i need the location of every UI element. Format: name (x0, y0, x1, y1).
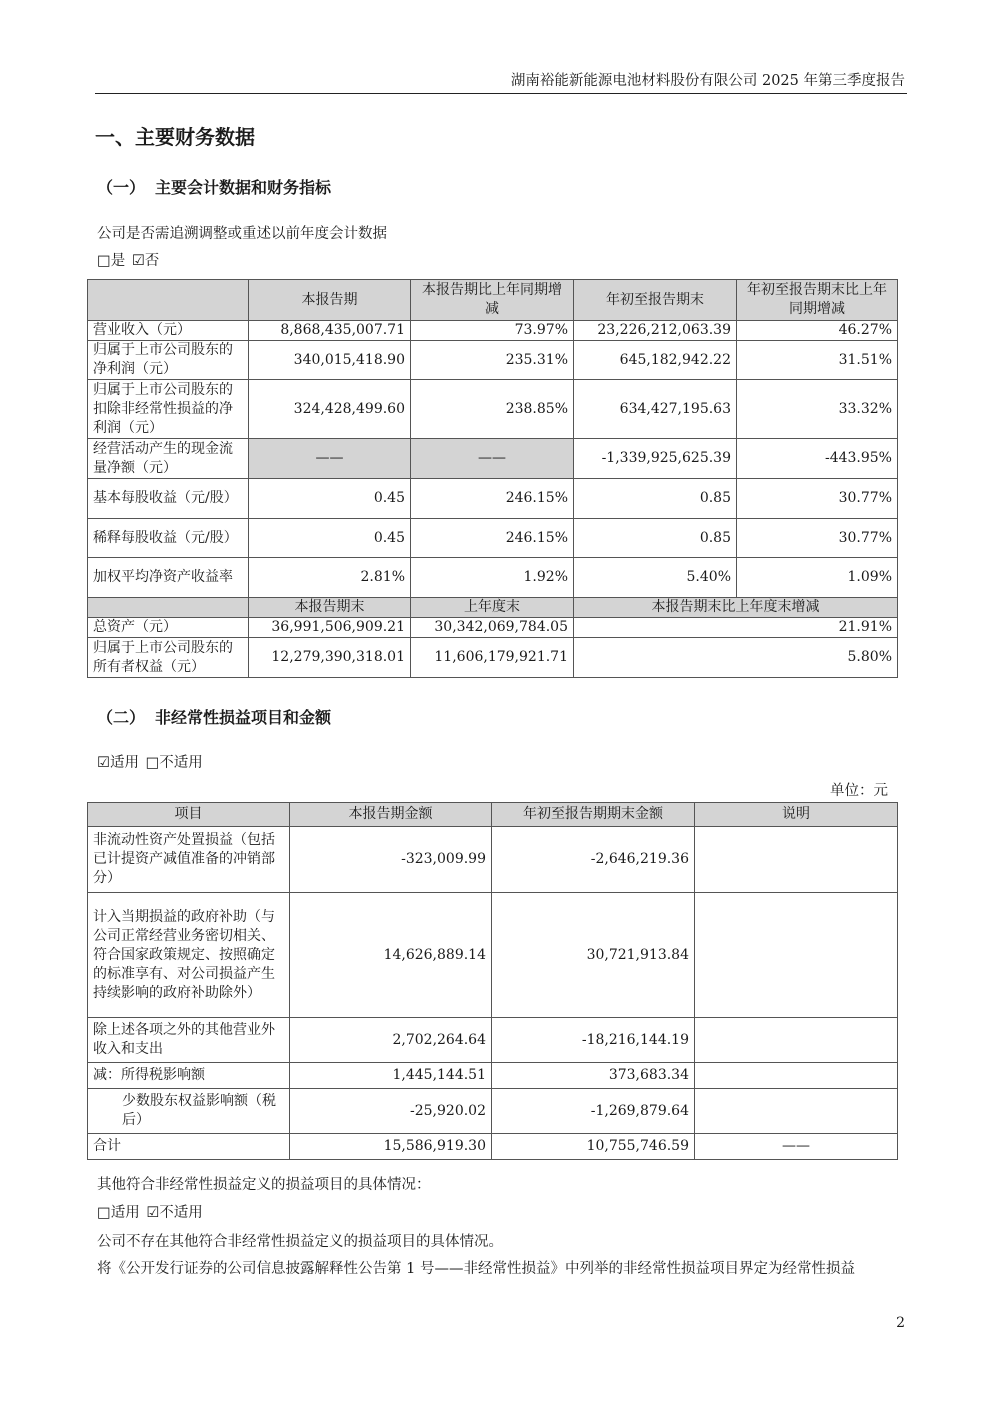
table-cell: 30.77% (737, 479, 898, 519)
table-cell (695, 1063, 898, 1089)
table-cell: 23,226,212,063.39 (574, 321, 737, 341)
table-cell: 36,991,506,909.21 (249, 618, 411, 638)
table-row (88, 341, 898, 380)
table-cell: 30,342,069,784.05 (411, 618, 574, 638)
table-header-cell: 年初至报告期末 (574, 280, 737, 321)
table-cell: -323,009.99 (290, 827, 492, 893)
table-header-cell: 项目 (88, 803, 290, 827)
table-row (88, 1134, 898, 1160)
row-label: 除上述各项之外的其他营业外收入和支出 (88, 1018, 290, 1063)
table-cell: 30,721,913.84 (492, 893, 695, 1018)
table-row (88, 558, 898, 598)
header-divider (95, 93, 907, 94)
other-items-text: 其他符合非经常性损益定义的损益项目的具体情况： (97, 1177, 431, 1193)
subsection-number-1: （一） (97, 178, 146, 197)
unit-label: 单位：元 (830, 783, 888, 799)
applicable-checkbox: ☑适用 (97, 755, 139, 771)
table-cell (695, 893, 898, 1018)
table-cell: -443.95% (737, 439, 898, 479)
subsection-label-2: 非经常性损益项目和金额 (155, 708, 332, 727)
table-cell: 324,428,499.60 (249, 380, 411, 439)
table-cell: 0.85 (574, 519, 737, 558)
table-cell: 8,868,435,007.71 (249, 321, 411, 341)
restate-no-checkbox: ☑否 (131, 253, 160, 269)
table-row (88, 827, 898, 893)
table-header-cell (88, 598, 249, 618)
table-cell: -1,339,925,625.39 (574, 439, 737, 479)
table-cell: -25,920.02 (290, 1089, 492, 1134)
table-cell: 15,586,919.30 (290, 1134, 492, 1160)
table-row (88, 519, 898, 558)
table-cell: 634,427,195.63 (574, 380, 737, 439)
table-cell: 246.15% (411, 519, 574, 558)
row-label: 归属于上市公司股东的扣除非经常性损益的净利润（元） (88, 380, 249, 439)
not-applicable-checkbox: □不适用 (145, 755, 203, 771)
table-cell: 1,445,144.51 (290, 1063, 492, 1089)
table-header-cell: 本报告期末 (249, 598, 411, 618)
table-header-cell: 年初至报告期末比上年同期增减 (737, 280, 898, 321)
table-cell: 645,182,942.22 (574, 341, 737, 380)
table-row (88, 479, 898, 519)
table-cell: 11,606,179,921.71 (411, 638, 574, 678)
applicability-options (97, 753, 203, 773)
row-label: 总资产（元） (88, 618, 249, 638)
table-cell: 1.92% (411, 558, 574, 598)
table-cell: 46.27% (737, 321, 898, 341)
row-label: 基本每股收益（元/股） (88, 479, 249, 519)
subsection-label-1: 主要会计数据和财务指标 (155, 178, 332, 197)
table-cell: 238.85% (411, 380, 574, 439)
page-number: 2 (896, 1315, 905, 1331)
table-row (88, 380, 898, 439)
table-cell: 0.45 (249, 519, 411, 558)
table-cell (695, 1089, 898, 1134)
section-title: 一、主要财务数据 (95, 125, 255, 149)
row-label: 经营活动产生的现金流量净额（元） (88, 439, 249, 479)
restatement-options (97, 251, 159, 271)
key-financial-table (87, 279, 898, 678)
table-cell: 2.81% (249, 558, 411, 598)
table-cell: 31.51% (737, 341, 898, 380)
table-header-cell: 本报告期 (249, 280, 411, 321)
table-row (88, 1018, 898, 1063)
table-cell: 33.32% (737, 380, 898, 439)
table-header-cell: 本报告期比上年同期增减 (411, 280, 574, 321)
table-row (88, 618, 898, 638)
table-header-cell: 说明 (695, 803, 898, 827)
row-label: 营业收入（元） (88, 321, 249, 341)
table-cell: -2,646,219.36 (492, 827, 695, 893)
table-cell: 30.77% (737, 519, 898, 558)
table-header-cell: 年初至报告期期末金额 (492, 803, 695, 827)
subsection-title-2 (97, 707, 331, 729)
table-cell: 373,683.34 (492, 1063, 695, 1089)
running-header: 湖南裕能新能源电池材料股份有限公司 2025 年第三季度报告 (510, 73, 905, 89)
table-cell: -18,216,144.19 (492, 1018, 695, 1063)
table-cell: 12,279,390,318.01 (249, 638, 411, 678)
table-cell: 246.15% (411, 479, 574, 519)
row-label: 加权平均净资产收益率 (88, 558, 249, 598)
table-cell: 10,755,746.59 (492, 1134, 695, 1160)
table-cell (695, 827, 898, 893)
table-cell: 5.40% (574, 558, 737, 598)
restate-yes-checkbox: □是 (97, 253, 126, 269)
row-label: 稀释每股收益（元/股） (88, 519, 249, 558)
table-header-row (88, 280, 898, 321)
table-cell: 2,702,264.64 (290, 1018, 492, 1063)
other-not-applicable-checkbox: ☑不适用 (146, 1205, 203, 1221)
table-subheader-row (88, 598, 898, 618)
table-cell (695, 1018, 898, 1063)
table-cell: 14,626,889.14 (290, 893, 492, 1018)
non-recurring-table (87, 802, 898, 1160)
row-label: 少数股东权益影响额（税后） (88, 1089, 290, 1134)
table-cell: 0.45 (249, 479, 411, 519)
row-label: 减：所得税影响额 (88, 1063, 290, 1089)
table-row (88, 893, 898, 1018)
table-cell: 5.80% (574, 638, 898, 678)
table-row (88, 439, 898, 479)
table-cell: 235.31% (411, 341, 574, 380)
no-other-items-text: 公司不存在其他符合非经常性损益定义的损益项目的具体情况。 (97, 1234, 503, 1250)
table-row (88, 638, 898, 678)
table-cell: —— (411, 439, 574, 479)
restatement-question: 公司是否需追溯调整或重述以前年度会计数据 (97, 226, 387, 242)
table-header-cell: 本报告期末比上年度末增减 (574, 598, 898, 618)
table-header-cell (88, 280, 249, 321)
table-header-row (88, 803, 898, 827)
table-cell: 0.85 (574, 479, 737, 519)
table-cell: -1,269,879.64 (492, 1089, 695, 1134)
table-cell: 21.91% (574, 618, 898, 638)
table-cell: —— (695, 1134, 898, 1160)
row-label: 计入当期损益的政府补助（与公司正常经营业务密切相关、符合国家政策规定、按照确定的标准享有、对公司损益产生持续影响的政府补助除外） (88, 893, 290, 1018)
table-row (88, 321, 898, 341)
table-header-cell: 本报告期金额 (290, 803, 492, 827)
table-cell: 73.97% (411, 321, 574, 341)
other-applicable-checkbox: □适用 (97, 1205, 140, 1221)
other-items-options (97, 1203, 203, 1223)
row-label: 非流动性资产处置损益（包括已计提资产减值准备的冲销部分） (88, 827, 290, 893)
row-label: 合计 (88, 1134, 290, 1160)
row-label: 归属于上市公司股东的所有者权益（元） (88, 638, 249, 678)
subsection-number-2: （二） (97, 708, 146, 727)
classification-text: 将《公开发行证券的公司信息披露解释性公告第 1 号——非经常性损益》中列举的非经常性损益项目界定为经常性损益 (97, 1261, 855, 1277)
table-cell: —— (249, 439, 411, 479)
table-row (88, 1089, 898, 1134)
row-label: 归属于上市公司股东的净利润（元） (88, 341, 249, 380)
table-cell: 340,015,418.90 (249, 341, 411, 380)
table-row (88, 1063, 898, 1089)
table-cell: 1.09% (737, 558, 898, 598)
table-header-cell: 上年度末 (411, 598, 574, 618)
subsection-title-1 (97, 177, 331, 199)
